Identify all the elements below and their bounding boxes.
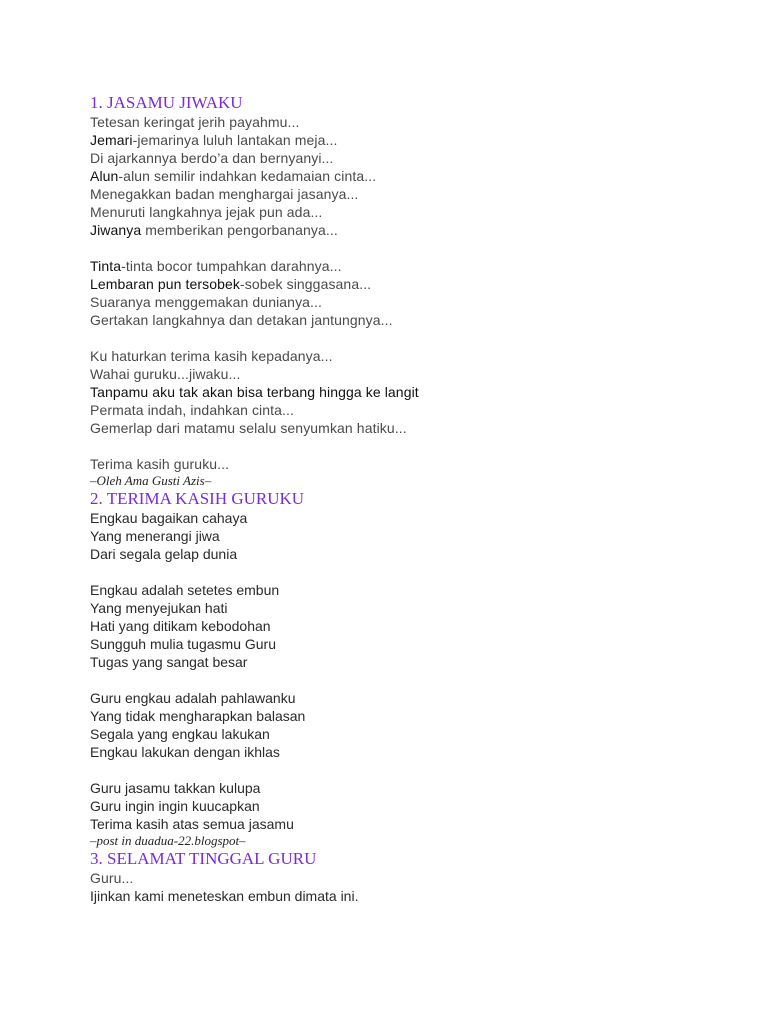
stanza-gap — [90, 329, 730, 347]
poem-line: Engkau adalah setetes embun — [90, 582, 280, 598]
poem-line: Tanpamu aku tak akan bisa terbang hingga ke langit — [90, 384, 419, 400]
stanza — [90, 113, 730, 239]
stanza-gap — [90, 563, 730, 581]
stanza — [90, 509, 730, 563]
poem-line: Permata indah, indahkan cinta... — [90, 402, 294, 418]
poem-line: Lembaran pun tersobek-sobek singgasana... — [90, 276, 372, 292]
stanza-gap — [90, 437, 730, 455]
poem-line: Engkau bagaikan cahaya — [90, 510, 248, 526]
stanza — [90, 455, 730, 473]
poem-1 — [90, 93, 730, 489]
poem-byline: –post in duadua-22.blogspot– — [90, 833, 246, 848]
poem-line: Wahai guruku...jiwaku... — [90, 366, 241, 382]
poem-line: Terima kasih atas semua jasamu — [90, 816, 294, 832]
stanza — [90, 689, 730, 761]
poem-line: Segala yang engkau lakukan — [90, 726, 270, 742]
poem-line: Tinta-tinta bocor tumpahkan darahnya... — [90, 258, 342, 274]
poem-line: Guru jasamu takkan kulupa — [90, 780, 261, 796]
poem-line: Tugas yang sangat besar — [90, 654, 248, 670]
poem-line: Dari segala gelap dunia — [90, 546, 238, 562]
stanza-gap — [90, 671, 730, 689]
poem-line: Tetesan keringat jerih payahmu... — [90, 114, 300, 130]
poem-byline: –Oleh Ama Gusti Azis– — [90, 473, 212, 488]
poem-line: Hati yang ditikam kebodohan — [90, 618, 271, 634]
poem-line: Gertakan langkahnya dan detakan jantungnya... — [90, 312, 393, 328]
stanza-gap — [90, 761, 730, 779]
document-body — [90, 93, 730, 905]
stanza — [90, 581, 730, 671]
poem-line: Suaranya menggemakan dunianya... — [90, 294, 323, 310]
poem-line: Jemari-jemarinya luluh lantakan meja... — [90, 132, 338, 148]
poem-line: Guru engkau adalah pahlawanku — [90, 690, 296, 706]
stanza — [90, 347, 730, 437]
poem-line: Guru ingin ingin kuucapkan — [90, 798, 260, 814]
poem-3 — [90, 849, 730, 905]
poem-line: Di ajarkannya berdo’a dan bernyanyi... — [90, 150, 334, 166]
poem-line: Ku haturkan terima kasih kepadanya... — [90, 348, 333, 364]
poem-line: Alun-alun semilir indahkan kedamaian cinta... — [90, 168, 377, 184]
stanza — [90, 779, 730, 833]
poem-title: 2. TERIMA KASIH GURUKU — [90, 489, 305, 508]
poem-line: Terima kasih guruku... — [90, 456, 230, 472]
poem-line: Guru... — [90, 870, 134, 886]
stanza — [90, 257, 730, 329]
poem-line: Ijinkan kami meneteskan embun dimata ini. — [90, 888, 359, 904]
poem-2 — [90, 489, 730, 849]
stanza — [90, 869, 730, 905]
poem-line: Menuruti langkahnya jejak pun ada... — [90, 204, 323, 220]
poem-line: Menegakkan badan menghargai jasanya... — [90, 186, 359, 202]
poem-title: 1. JASAMU JIWAKU — [90, 93, 243, 112]
poem-line: Jiwanya memberikan pengorbananya... — [90, 222, 338, 238]
stanza-gap — [90, 239, 730, 257]
poem-line: Engkau lakukan dengan ikhlas — [90, 744, 280, 760]
poem-line: Gemerlap dari matamu selalu senyumkan hatiku... — [90, 420, 407, 436]
poem-title: 3. SELAMAT TINGGAL GURU — [90, 849, 317, 868]
poem-line: Yang tidak mengharapkan balasan — [90, 708, 306, 724]
poem-line: Yang menerangi jiwa — [90, 528, 220, 544]
poem-line: Yang menyejukan hati — [90, 600, 228, 616]
poem-line: Sungguh mulia tugasmu Guru — [90, 636, 276, 652]
